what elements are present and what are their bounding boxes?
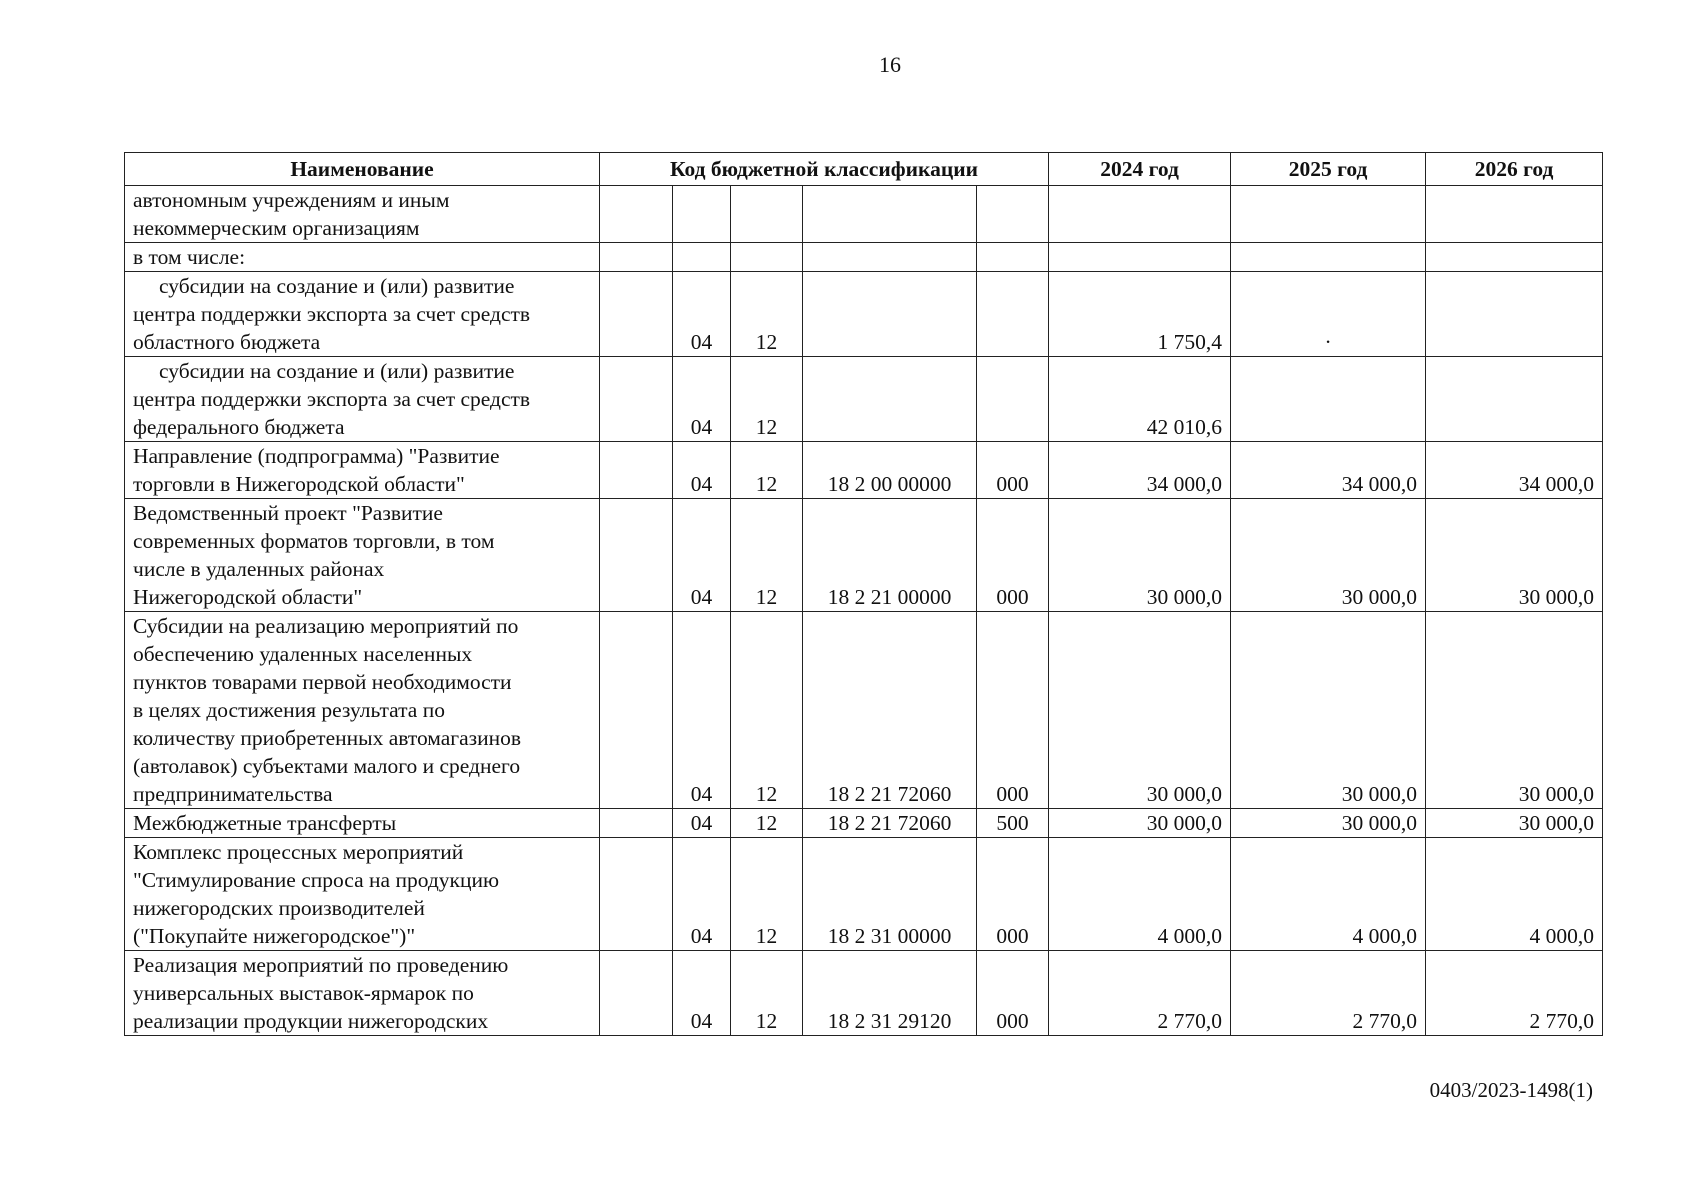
row-name-line: универсальных выставок-ярмарок по: [133, 981, 474, 1005]
amount-2025: 30 000,0: [1231, 809, 1426, 838]
row-name-line: областного бюджета: [133, 330, 321, 354]
code-expense-type: [977, 272, 1049, 357]
code-col-1: [600, 357, 673, 442]
amount-2025: 2 770,0: [1231, 951, 1426, 1036]
code-section: 04: [673, 612, 731, 809]
code-section: 04: [673, 951, 731, 1036]
code-subsection: 12: [731, 499, 803, 612]
row-name-line: современных форматов торговли, в том: [133, 529, 495, 553]
amount-2024: 34 000,0: [1049, 442, 1231, 499]
amount-2026: 30 000,0: [1426, 809, 1603, 838]
budget-table: [124, 152, 1603, 1036]
row-name-line: Нижегородской области": [133, 585, 363, 609]
row-name-line: числе в удаленных районах: [133, 557, 385, 581]
code-target-article: [803, 243, 977, 272]
code-section: [673, 243, 731, 272]
code-subsection: 12: [731, 612, 803, 809]
code-subsection: [731, 243, 803, 272]
code-col-1: [600, 243, 673, 272]
code-expense-type: 000: [977, 838, 1049, 951]
code-subsection: 12: [731, 442, 803, 499]
table-header-row: [125, 153, 1603, 186]
code-subsection: 12: [731, 357, 803, 442]
table-row: [125, 442, 1603, 499]
row-name-line: (автолавок) субъектами малого и среднего: [133, 754, 521, 778]
header-2024: 2024 год: [1049, 153, 1231, 186]
row-name-line: центра поддержки экспорта за счет средств: [133, 302, 531, 326]
row-name-line: Комплекс процессных мероприятий: [133, 840, 464, 864]
header-code: Код бюджетной классификации: [600, 153, 1049, 186]
code-expense-type: 000: [977, 612, 1049, 809]
table-row: [125, 809, 1603, 838]
code-section: 04: [673, 272, 731, 357]
code-col-1: [600, 809, 673, 838]
row-name: [125, 272, 600, 357]
table-row: [125, 357, 1603, 442]
code-expense-type: 000: [977, 442, 1049, 499]
code-target-article: [803, 186, 977, 243]
code-col-1: [600, 186, 673, 243]
row-name-line: ("Покупайте нижегородское")": [133, 924, 416, 948]
code-target-article: [803, 272, 977, 357]
amount-2025: [1231, 243, 1426, 272]
code-target-article: 18 2 00 00000: [803, 442, 977, 499]
row-name-line: нижегородских производителей: [133, 896, 425, 920]
header-name: Наименование: [125, 153, 600, 186]
code-subsection: 12: [731, 951, 803, 1036]
amount-2024: 42 010,6: [1049, 357, 1231, 442]
code-subsection: 12: [731, 272, 803, 357]
row-name-line: некоммерческим организациям: [133, 216, 420, 240]
amount-2024: 30 000,0: [1049, 612, 1231, 809]
row-name-line: Субсидии на реализацию мероприятий по: [133, 614, 519, 638]
code-expense-type: [977, 243, 1049, 272]
table-row: [125, 272, 1603, 357]
amount-2024: 4 000,0: [1049, 838, 1231, 951]
amount-2024: 1 750,4: [1049, 272, 1231, 357]
row-name: [125, 442, 600, 499]
document-registration-code: 0403/2023-1498(1): [1429, 1078, 1593, 1102]
table-row: [125, 838, 1603, 951]
code-target-article: 18 2 31 29120: [803, 951, 977, 1036]
amount-2025: [1231, 357, 1426, 442]
row-name: [125, 243, 600, 272]
amount-2025: [1231, 186, 1426, 243]
row-name-line: автономным учреждениям и иным: [133, 188, 450, 212]
header-2026: 2026 год: [1426, 153, 1603, 186]
row-name: [125, 357, 600, 442]
row-name-line: центра поддержки экспорта за счет средств: [133, 387, 531, 411]
amount-2024: 2 770,0: [1049, 951, 1231, 1036]
header-2025: 2025 год: [1231, 153, 1426, 186]
row-name-line: Межбюджетные трансферты: [133, 811, 397, 835]
row-name: [125, 951, 600, 1036]
row-name-line: предпринимательства: [133, 782, 333, 806]
code-expense-type: [977, 357, 1049, 442]
row-name: [125, 186, 600, 243]
code-section: 04: [673, 442, 731, 499]
row-name-line: количеству приобретенных автомагазинов: [133, 726, 522, 750]
amount-2024: [1049, 243, 1231, 272]
table-row: [125, 499, 1603, 612]
amount-2026: [1426, 186, 1603, 243]
table-row: [125, 612, 1603, 809]
row-name: [125, 612, 600, 809]
code-target-article: [803, 357, 977, 442]
row-name-line: торговли в Нижегородской области": [133, 472, 465, 496]
code-col-1: [600, 951, 673, 1036]
amount-2025: 4 000,0: [1231, 838, 1426, 951]
amount-2024: [1049, 186, 1231, 243]
amount-2026: [1426, 243, 1603, 272]
table-row: [125, 186, 1603, 243]
table-row: [125, 951, 1603, 1036]
amount-2026: 34 000,0: [1426, 442, 1603, 499]
row-name-line: субсидии на создание и (или) развитие: [159, 274, 515, 298]
amount-2026: 30 000,0: [1426, 612, 1603, 809]
table-row: [125, 243, 1603, 272]
amount-2026: [1426, 357, 1603, 442]
row-name: [125, 838, 600, 951]
code-target-article: 18 2 21 72060: [803, 612, 977, 809]
row-name-line: в целях достижения результата по: [133, 698, 445, 722]
code-target-article: 18 2 21 00000: [803, 499, 977, 612]
code-col-1: [600, 272, 673, 357]
code-expense-type: [977, 186, 1049, 243]
amount-2024: 30 000,0: [1049, 499, 1231, 612]
code-subsection: 12: [731, 809, 803, 838]
code-subsection: 12: [731, 838, 803, 951]
code-expense-type: 000: [977, 951, 1049, 1036]
amount-2025: 30 000,0: [1231, 612, 1426, 809]
row-name-line: Направление (подпрограмма) "Развитие: [133, 444, 500, 468]
amount-2025: 34 000,0: [1231, 442, 1426, 499]
row-name-line: "Стимулирование спроса на продукцию: [133, 868, 500, 892]
code-section: 04: [673, 809, 731, 838]
amount-2026: 30 000,0: [1426, 499, 1603, 612]
table-body: [125, 186, 1603, 1036]
row-name-line: субсидии на создание и (или) развитие: [159, 359, 515, 383]
code-col-1: [600, 442, 673, 499]
code-target-article: 18 2 21 72060: [803, 809, 977, 838]
row-name-line: обеспечению удаленных населенных: [133, 642, 473, 666]
row-name: [125, 809, 600, 838]
amount-2025: ·: [1231, 272, 1426, 357]
code-section: 04: [673, 357, 731, 442]
code-col-1: [600, 838, 673, 951]
code-col-1: [600, 499, 673, 612]
amount-2024: 30 000,0: [1049, 809, 1231, 838]
code-expense-type: 000: [977, 499, 1049, 612]
page-number: 16: [879, 52, 901, 77]
code-section: [673, 186, 731, 243]
amount-2026: 4 000,0: [1426, 838, 1603, 951]
row-name-line: в том числе:: [133, 245, 246, 269]
row-name-line: Ведомственный проект "Развитие: [133, 501, 443, 525]
row-name: [125, 499, 600, 612]
row-name-line: Реализация мероприятий по проведению: [133, 953, 509, 977]
code-subsection: [731, 186, 803, 243]
code-expense-type: 500: [977, 809, 1049, 838]
code-col-1: [600, 612, 673, 809]
row-name-line: федерального бюджета: [133, 415, 345, 439]
amount-2026: [1426, 272, 1603, 357]
amount-2026: 2 770,0: [1426, 951, 1603, 1036]
code-target-article: 18 2 31 00000: [803, 838, 977, 951]
amount-2025: 30 000,0: [1231, 499, 1426, 612]
code-section: 04: [673, 499, 731, 612]
code-section: 04: [673, 838, 731, 951]
row-name-line: реализации продукции нижегородских: [133, 1009, 489, 1033]
row-name-line: пунктов товарами первой необходимости: [133, 670, 512, 694]
